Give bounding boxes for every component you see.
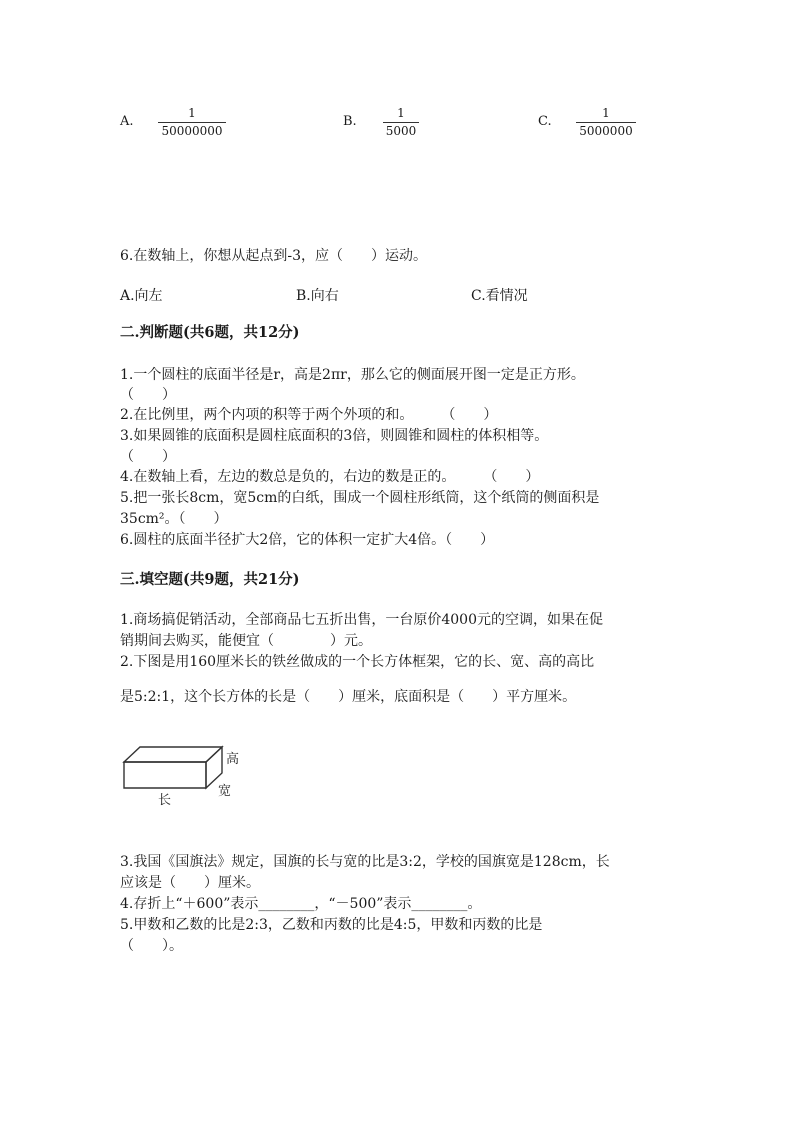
s3-q2-line-2: 是5:2:1，这个长方体的长是（ ）厘米，底面积是（ ）平方厘米。 <box>120 689 577 705</box>
q6-option-a: A.向左 <box>120 288 163 304</box>
option-a-letter: A. <box>120 114 134 129</box>
option-c-letter: C. <box>538 114 552 129</box>
s3-q1-line-1: 1.商场搞促销活动，全部商品七五折出售，一台原价4000元的空调，如果在促 <box>120 612 603 628</box>
option-b-numerator: 1 <box>397 106 405 120</box>
s2-line-4: 3.如果圆锥的底面积是圆柱底面积的3倍，则圆锥和圆柱的体积相等。 <box>120 428 549 444</box>
s3-q3-line-1: 3.我国《国旗法》规定，国旗的长与宽的比是3:2，学校的国旗宽是128cm，长 <box>120 854 610 870</box>
cuboid-outline <box>124 747 222 788</box>
width-label: 宽 <box>218 784 232 799</box>
option-c-fraction <box>576 106 636 138</box>
s2-line-7: 5.把一张长8cm，宽5cm的白纸，围成一个圆柱形纸筒，这个纸筒的侧面积是 <box>120 490 600 506</box>
s3-q5-line-1: 5.甲数和乙数的比是2:3，乙数和丙数的比是4:5，甲数和丙数的比是 <box>120 917 543 933</box>
option-b-denominator: 5000 <box>385 124 417 138</box>
s2-line-9: 6.圆柱的底面半径扩大2倍，它的体积一定扩大4倍。（ ） <box>120 532 495 548</box>
question-6-text: 6.在数轴上，你想从起点到-3，应（ ）运动。 <box>120 248 427 264</box>
option-c-numerator: 1 <box>602 106 610 120</box>
s3-q2-line-1: 2.下图是用160厘米长的铁丝做成的一个长方体框架，它的长、宽、高的高比 <box>120 654 595 670</box>
q6-option-b: B.向右 <box>296 288 339 304</box>
option-b-letter: B. <box>343 114 357 129</box>
q6-option-c: C.看情况 <box>471 288 528 304</box>
s3-q5-line-2: （ ）。 <box>120 938 183 954</box>
length-label: 长 <box>158 793 172 808</box>
option-c-denominator: 5000000 <box>579 124 633 138</box>
s2-line-8: 35cm²。（ ） <box>120 511 228 527</box>
option-a-denominator: 50000000 <box>161 124 223 138</box>
s2-line-2: （ ） <box>120 387 176 403</box>
option-b-fraction <box>383 106 419 138</box>
s2-line-5: （ ） <box>120 449 176 465</box>
section-3-title: 三.填空题(共9题，共21分) <box>120 571 300 588</box>
option-a-numerator: 1 <box>188 106 196 120</box>
s3-q1-line-2: 销期间去购买，能便宜（ ）元。 <box>120 633 372 649</box>
s3-q4-line: 4.存折上“＋600”表示________，“－500”表示________。 <box>120 896 482 912</box>
s2-line-1: 1.一个圆柱的底面半径是r，高是2πr，那么它的侧面展开图一定是正方形。 <box>120 367 585 383</box>
cuboid-figure <box>118 742 244 808</box>
s2-line-3: 2.在比例里，两个内项的积等于两个外项的和。 （ ） <box>120 407 498 423</box>
option-a-fraction <box>158 106 226 138</box>
s3-q3-line-2: 应该是（ ）厘米。 <box>120 875 260 891</box>
section-2-title: 二.判断题(共6题，共12分) <box>120 324 300 341</box>
height-label: 高 <box>226 752 240 767</box>
s2-line-6: 4.在数轴上看，左边的数总是负的，右边的数是正的。 （ ） <box>120 469 540 485</box>
